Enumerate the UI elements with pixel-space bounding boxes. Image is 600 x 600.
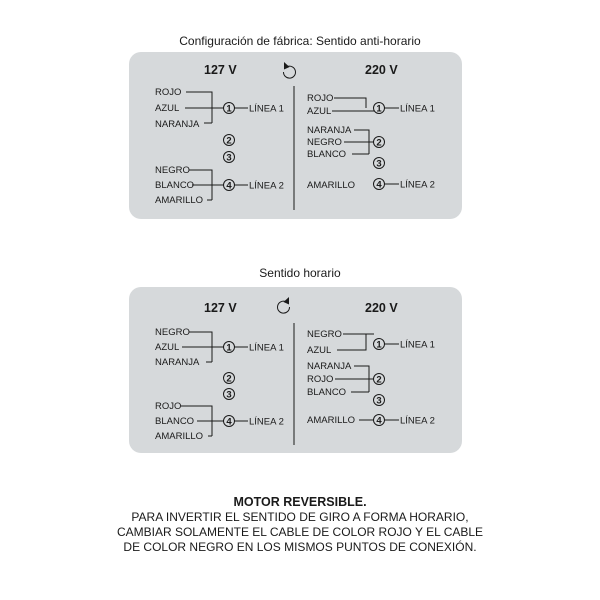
factory-config-title: Configuración de fábrica: Sentido anti-horario (179, 34, 421, 48)
wire-label: AMARILLO (307, 180, 356, 191)
wire-label: AMARILLO (155, 195, 204, 206)
wire-label: AZUL (307, 106, 332, 117)
wire-label: AZUL (155, 103, 180, 114)
clockwise-wiring-panel (129, 287, 462, 453)
terminal-1-number: 1 (376, 339, 382, 351)
voltage-220-label: 220 V (365, 301, 398, 315)
wire-label: AMARILLO (307, 415, 356, 426)
wire-label: NEGRO (155, 165, 190, 176)
terminal-3-number: 3 (376, 395, 382, 407)
wire-label: ROJO (307, 93, 334, 104)
voltage-127-label: 127 V (204, 301, 237, 315)
wire-label: BLANCO (155, 180, 195, 191)
wire-label: AZUL (307, 345, 332, 356)
wire-label: ROJO (307, 374, 334, 385)
wire-label: BLANCO (155, 416, 195, 427)
note-line: DE COLOR NEGRO EN LOS MISMOS PUNTOS DE CONEXIÓN. (123, 540, 477, 554)
wire-label: AMARILLO (155, 431, 204, 442)
clockwise-title: Sentido horario (259, 266, 341, 280)
counterclockwise-wiring-panel (129, 52, 462, 219)
wire-label: NARANJA (307, 125, 352, 136)
terminal-1-number: 1 (226, 103, 232, 115)
note-line: CAMBIAR SOLAMENTE EL CABLE DE COLOR ROJO Y EL CABLE (116, 525, 484, 539)
terminal-4-number: 4 (226, 180, 232, 192)
wire-label: NARANJA (155, 119, 200, 130)
terminal-4-number: 4 (226, 416, 232, 428)
line-1-label: LÍNEA 1 (249, 342, 284, 354)
note-heading: MOTOR REVERSIBLE. (233, 495, 367, 509)
wire-label: BLANCO (307, 149, 347, 160)
voltage-127-label: 127 V (204, 63, 237, 77)
reversible-motor-note (0, 495, 600, 555)
terminal-2-number: 2 (226, 135, 232, 147)
counterclockwise-arrow-icon (283, 62, 295, 78)
wire-label: AZUL (155, 342, 180, 353)
voltage-220-label: 220 V (365, 63, 398, 77)
line-2-label: LÍNEA 2 (249, 180, 284, 192)
wire-label: NEGRO (307, 329, 342, 340)
note-line: PARA INVERTIR EL SENTIDO DE GIRO A FORMA HORARIO, (131, 510, 469, 524)
terminal-3-number: 3 (226, 152, 232, 164)
line-1-label: LÍNEA 1 (400, 103, 435, 115)
line-1-label: LÍNEA 1 (249, 103, 284, 115)
terminal-1-number: 1 (226, 342, 232, 354)
wire-label: ROJO (155, 401, 182, 412)
terminal-4-number: 4 (376, 415, 382, 427)
wire-label: NEGRO (307, 137, 342, 148)
terminal-3-number: 3 (376, 158, 382, 170)
counterclockwise-wiring-diagram (129, 52, 462, 219)
terminal-2-number: 2 (376, 374, 382, 386)
terminal-2-number: 2 (226, 373, 232, 385)
terminal-3-number: 3 (226, 389, 232, 401)
clockwise-arrow-icon (278, 297, 290, 313)
terminal-1-number: 1 (376, 103, 382, 115)
wire-label: ROJO (155, 87, 182, 98)
line-1-label: LÍNEA 1 (400, 339, 435, 351)
line-2-label: LÍNEA 2 (249, 416, 284, 428)
wire-label: BLANCO (307, 387, 347, 398)
line-2-label: LÍNEA 2 (400, 179, 435, 191)
clockwise-wiring-diagram (129, 287, 462, 453)
terminal-4-number: 4 (376, 179, 382, 191)
wire-label: NARANJA (307, 361, 352, 372)
wire-label: NARANJA (155, 357, 200, 368)
terminal-2-number: 2 (376, 137, 382, 149)
line-2-label: LÍNEA 2 (400, 415, 435, 427)
wire-label: NEGRO (155, 327, 190, 338)
